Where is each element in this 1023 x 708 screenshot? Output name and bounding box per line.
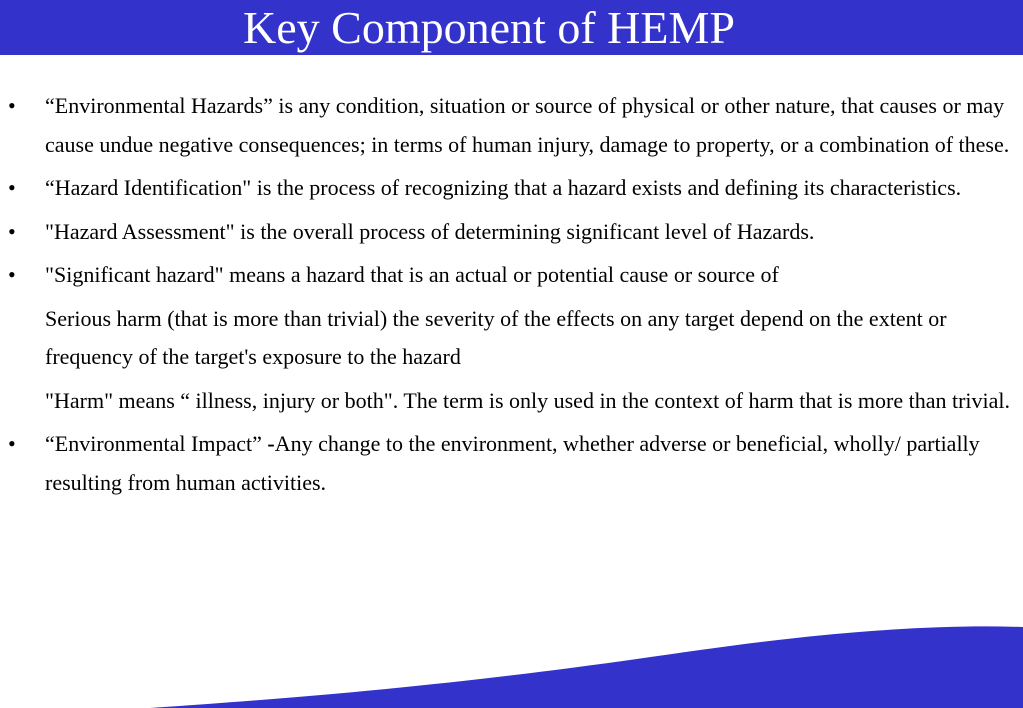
- bullet-icon: •: [8, 262, 16, 287]
- bullet-lead: “Environmental Impact”: [45, 431, 268, 456]
- harm-definition: "Harm" means “ illness, injury or both". The term is only used in the context of harm that is more than trivial.: [45, 387, 1011, 413]
- bullet-icon: •: [8, 93, 16, 118]
- bullet-icon: •: [8, 218, 16, 244]
- bullet-icon: •: [8, 431, 16, 456]
- bullet-text: "Significant hazard" means a hazard that is an actual or potential cause or source of: [45, 262, 779, 287]
- bullet-text: "Hazard Assessment" is the overall process of determining significant level of Hazards.: [45, 218, 815, 244]
- bullet-item-significant-hazard: [0, 256, 1023, 420]
- bullet-item-hazard-identification: [0, 169, 1023, 208]
- bullet-icon: •: [8, 175, 16, 200]
- bullet-text: “Hazard Identification" is the process of recognizing that a hazard exists and defining its characteristics.: [45, 175, 962, 200]
- bullet-text: “Environmental Hazards” is any condition, situation or source of physical or other nature, that causes or may cause undue negative consequences; in terms of human injury, damage to property, or a combination of these.: [45, 93, 1010, 157]
- bullet-item-hazard-assessment: [0, 213, 1023, 252]
- bullet-text: [45, 425, 1015, 502]
- bullet-item-environmental-hazards: [0, 87, 1023, 164]
- bullet-body: Any change to the environment, whether adverse or beneficial, wholly/ partially resulting from human activities.: [45, 431, 980, 495]
- slide-title: Key Component of HEMP: [243, 2, 735, 53]
- bullet-item-environmental-impact: [0, 425, 1023, 502]
- bullet-continuation: Serious harm (that is more than trivial) the severity of the effects on any target depend on the extent or frequency of the target's exposure to the hazard: [45, 305, 947, 369]
- bullet-dash: -: [267, 431, 275, 456]
- wave-shape: [150, 626, 1023, 708]
- bullet-list: [0, 87, 1023, 502]
